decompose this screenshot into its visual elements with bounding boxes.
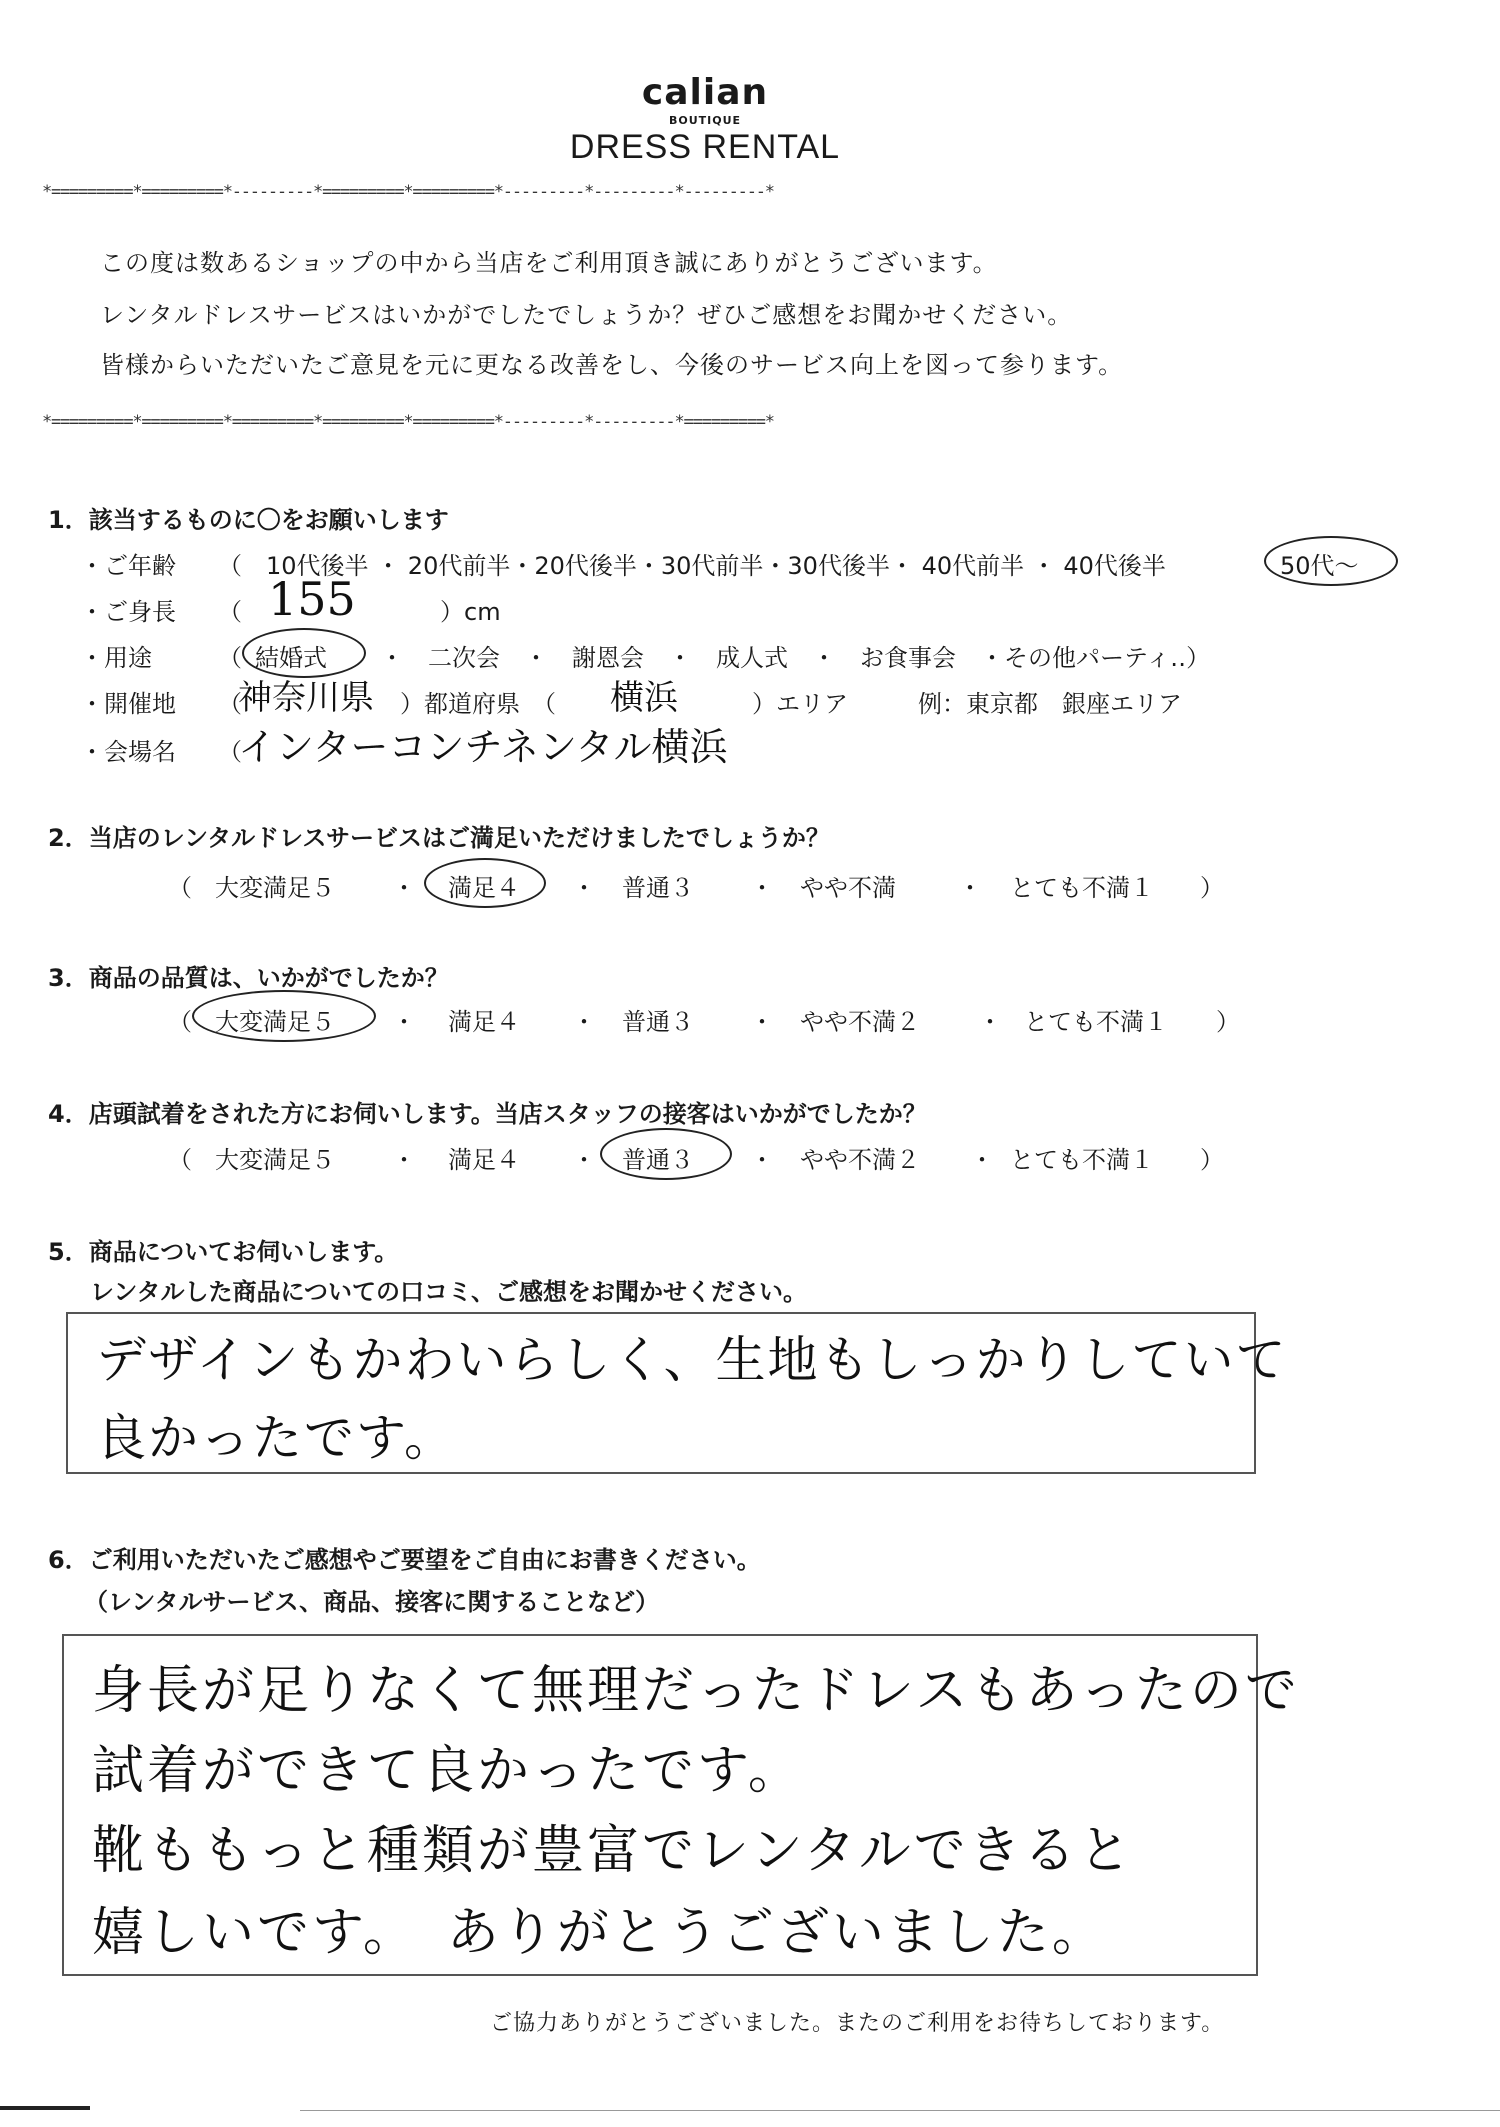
q2-sep-2: ・	[572, 874, 596, 902]
q2-option-5: 大変満足５	[215, 874, 335, 902]
height-value: 155	[268, 572, 356, 626]
q2-option-2: やや不満	[800, 874, 896, 902]
q2-option-4: 満足４	[448, 874, 520, 902]
q4-open: （	[168, 1146, 192, 1174]
q3-open: （	[168, 1008, 192, 1036]
venue-name-value: インターコンチネンタル横浜	[238, 725, 728, 769]
purpose-label: ・用途	[80, 644, 152, 672]
purpose-options: ・ 二次会 ・ 謝恩会 ・ 成人式 ・ お食事会 ・その他パーティ‥）	[380, 644, 1211, 672]
intro-line-2: レンタルドレスサービスはいかがでしたでしょうか？ぜひご感想をお聞かせください。	[100, 301, 1073, 329]
q3-title: 3．商品の品質は、いかがでしたか？	[48, 964, 449, 992]
q2-sep-3: ・	[750, 874, 774, 902]
q3-sep-1: ・	[392, 1008, 416, 1036]
venue-name-label: ・会場名	[80, 738, 176, 766]
q4-option-5: 大変満足５	[215, 1146, 335, 1174]
q2-title: 2．当店のレンタルドレスサービスはご満足いただけましたでしょうか？	[48, 824, 830, 852]
age-selection-circle	[1264, 536, 1398, 586]
q3-sep-3: ・	[750, 1008, 774, 1036]
scan-edge-mark	[0, 2106, 90, 2110]
q2-option-1: とても不満１	[1010, 874, 1154, 902]
scan-edge-line	[300, 2110, 1500, 2111]
q3-option-2: やや不満２	[800, 1008, 920, 1036]
prefecture-suffix: ）都道府県 （	[400, 690, 556, 718]
q2-option-3: 普通３	[622, 874, 694, 902]
prefecture-value: 神奈川県	[238, 678, 374, 718]
intro-line-1: この度は数あるショップの中から当店をご利用頂き誠にありがとうございます。	[100, 249, 998, 277]
page-title: DRESS RENTAL	[569, 128, 841, 166]
q4-selection-circle	[600, 1128, 732, 1180]
venue-name-open: （	[218, 738, 242, 766]
q4-sep-1: ・	[392, 1146, 416, 1174]
q6-title: 6．ご利用いただいたご感想やご要望をご自由にお書きください。	[48, 1546, 761, 1574]
closing-message: ご協力ありがとうございました。またのご利用をお待ちしております。	[490, 2011, 1225, 2036]
age-selected: 50代～	[1280, 552, 1359, 580]
age-options: （ 10代後半 ・ 20代前半・20代後半・30代前半・30代後半・ 40代前半 ・ 40代後半	[218, 552, 1166, 580]
q3-option-1: とても不満１	[1024, 1008, 1168, 1036]
height-open: （	[218, 598, 242, 626]
q4-option-2: やや不満２	[800, 1146, 920, 1174]
purpose-open: （	[218, 644, 242, 672]
venue-area-label: ・開催地	[80, 690, 176, 718]
q5-title: 5．商品についてお伺いします。	[48, 1238, 399, 1266]
area-suffix: ）エリア	[752, 690, 848, 718]
purpose-selected: 結婚式	[255, 644, 327, 672]
venue-area-open: （	[218, 690, 242, 718]
divider-bottom: *=========*=========*=========*=========*=========*---------*---------*=========*	[42, 412, 774, 432]
q3-sep-4: ・	[978, 1008, 1002, 1036]
area-example: 例：東京都 銀座エリア	[918, 690, 1182, 718]
q6-answer-line-2: 試着ができて良かったです。	[92, 1741, 803, 1801]
q3-option-3: 普通３	[622, 1008, 694, 1036]
q6-answer-line-4: 嬉しいです。 ありがとうございました。	[92, 1903, 1107, 1963]
q5-answer-line-1: デザインもかわいらしく、生地もしっかりしていて	[96, 1331, 1288, 1389]
q1-title: 1．該当するものに〇をお願いします	[48, 506, 449, 534]
intro-line-3: 皆様からいただいたご意見を元に更なる改善をし、今後のサービス向上を図って参ります。	[100, 351, 1124, 379]
q2-open: （	[168, 874, 192, 902]
q2-selection-circle	[424, 858, 546, 908]
q4-title: 4．店頭試着をされた方にお伺いします。当店スタッフの接客はいかがでしたか？	[48, 1100, 927, 1128]
q5-answer-line-2: 良かったです。	[96, 1409, 456, 1467]
q6-subtitle: （レンタルサービス、商品、接客に関することなど）	[84, 1588, 660, 1616]
q2-sep-4: ・	[958, 874, 982, 902]
q3-option-5: 大変満足５	[215, 1008, 335, 1036]
q5-subtitle: レンタルした商品についての口コミ、ご感想をお聞かせください。	[90, 1278, 807, 1306]
q6-answer-line-1: 身長が足りなくて無理だったドレスもあったので	[92, 1661, 1300, 1721]
age-label: ・ご年齢	[80, 552, 176, 580]
brand-sub: BOUTIQUE	[668, 114, 742, 127]
q3-close: ）	[1216, 1008, 1240, 1036]
height-close: ）cm	[440, 598, 501, 626]
q3-selection-circle	[192, 990, 376, 1042]
q4-option-3: 普通３	[622, 1146, 694, 1174]
q3-sep-2: ・	[572, 1008, 596, 1036]
q3-option-4: 満足４	[448, 1008, 520, 1036]
q4-sep-3: ・	[750, 1146, 774, 1174]
q4-sep-4: ・	[970, 1146, 994, 1174]
area-value: 横浜	[610, 678, 678, 718]
q2-close: ）	[1200, 874, 1224, 902]
brand-logo: calian	[641, 72, 769, 113]
q6-answer-line-3: 靴ももっと種類が豊富でレンタルできると	[92, 1821, 1134, 1881]
divider-top: *=========*=========*---------*=========*=========*---------*---------*---------*	[42, 182, 774, 202]
q2-sep-1: ・	[392, 874, 416, 902]
q4-option-4: 満足４	[448, 1146, 520, 1174]
q4-sep-2: ・	[572, 1146, 596, 1174]
height-label: ・ご身長	[80, 598, 176, 626]
q4-close: ）	[1200, 1146, 1224, 1174]
q4-option-1: とても不満１	[1010, 1146, 1154, 1174]
